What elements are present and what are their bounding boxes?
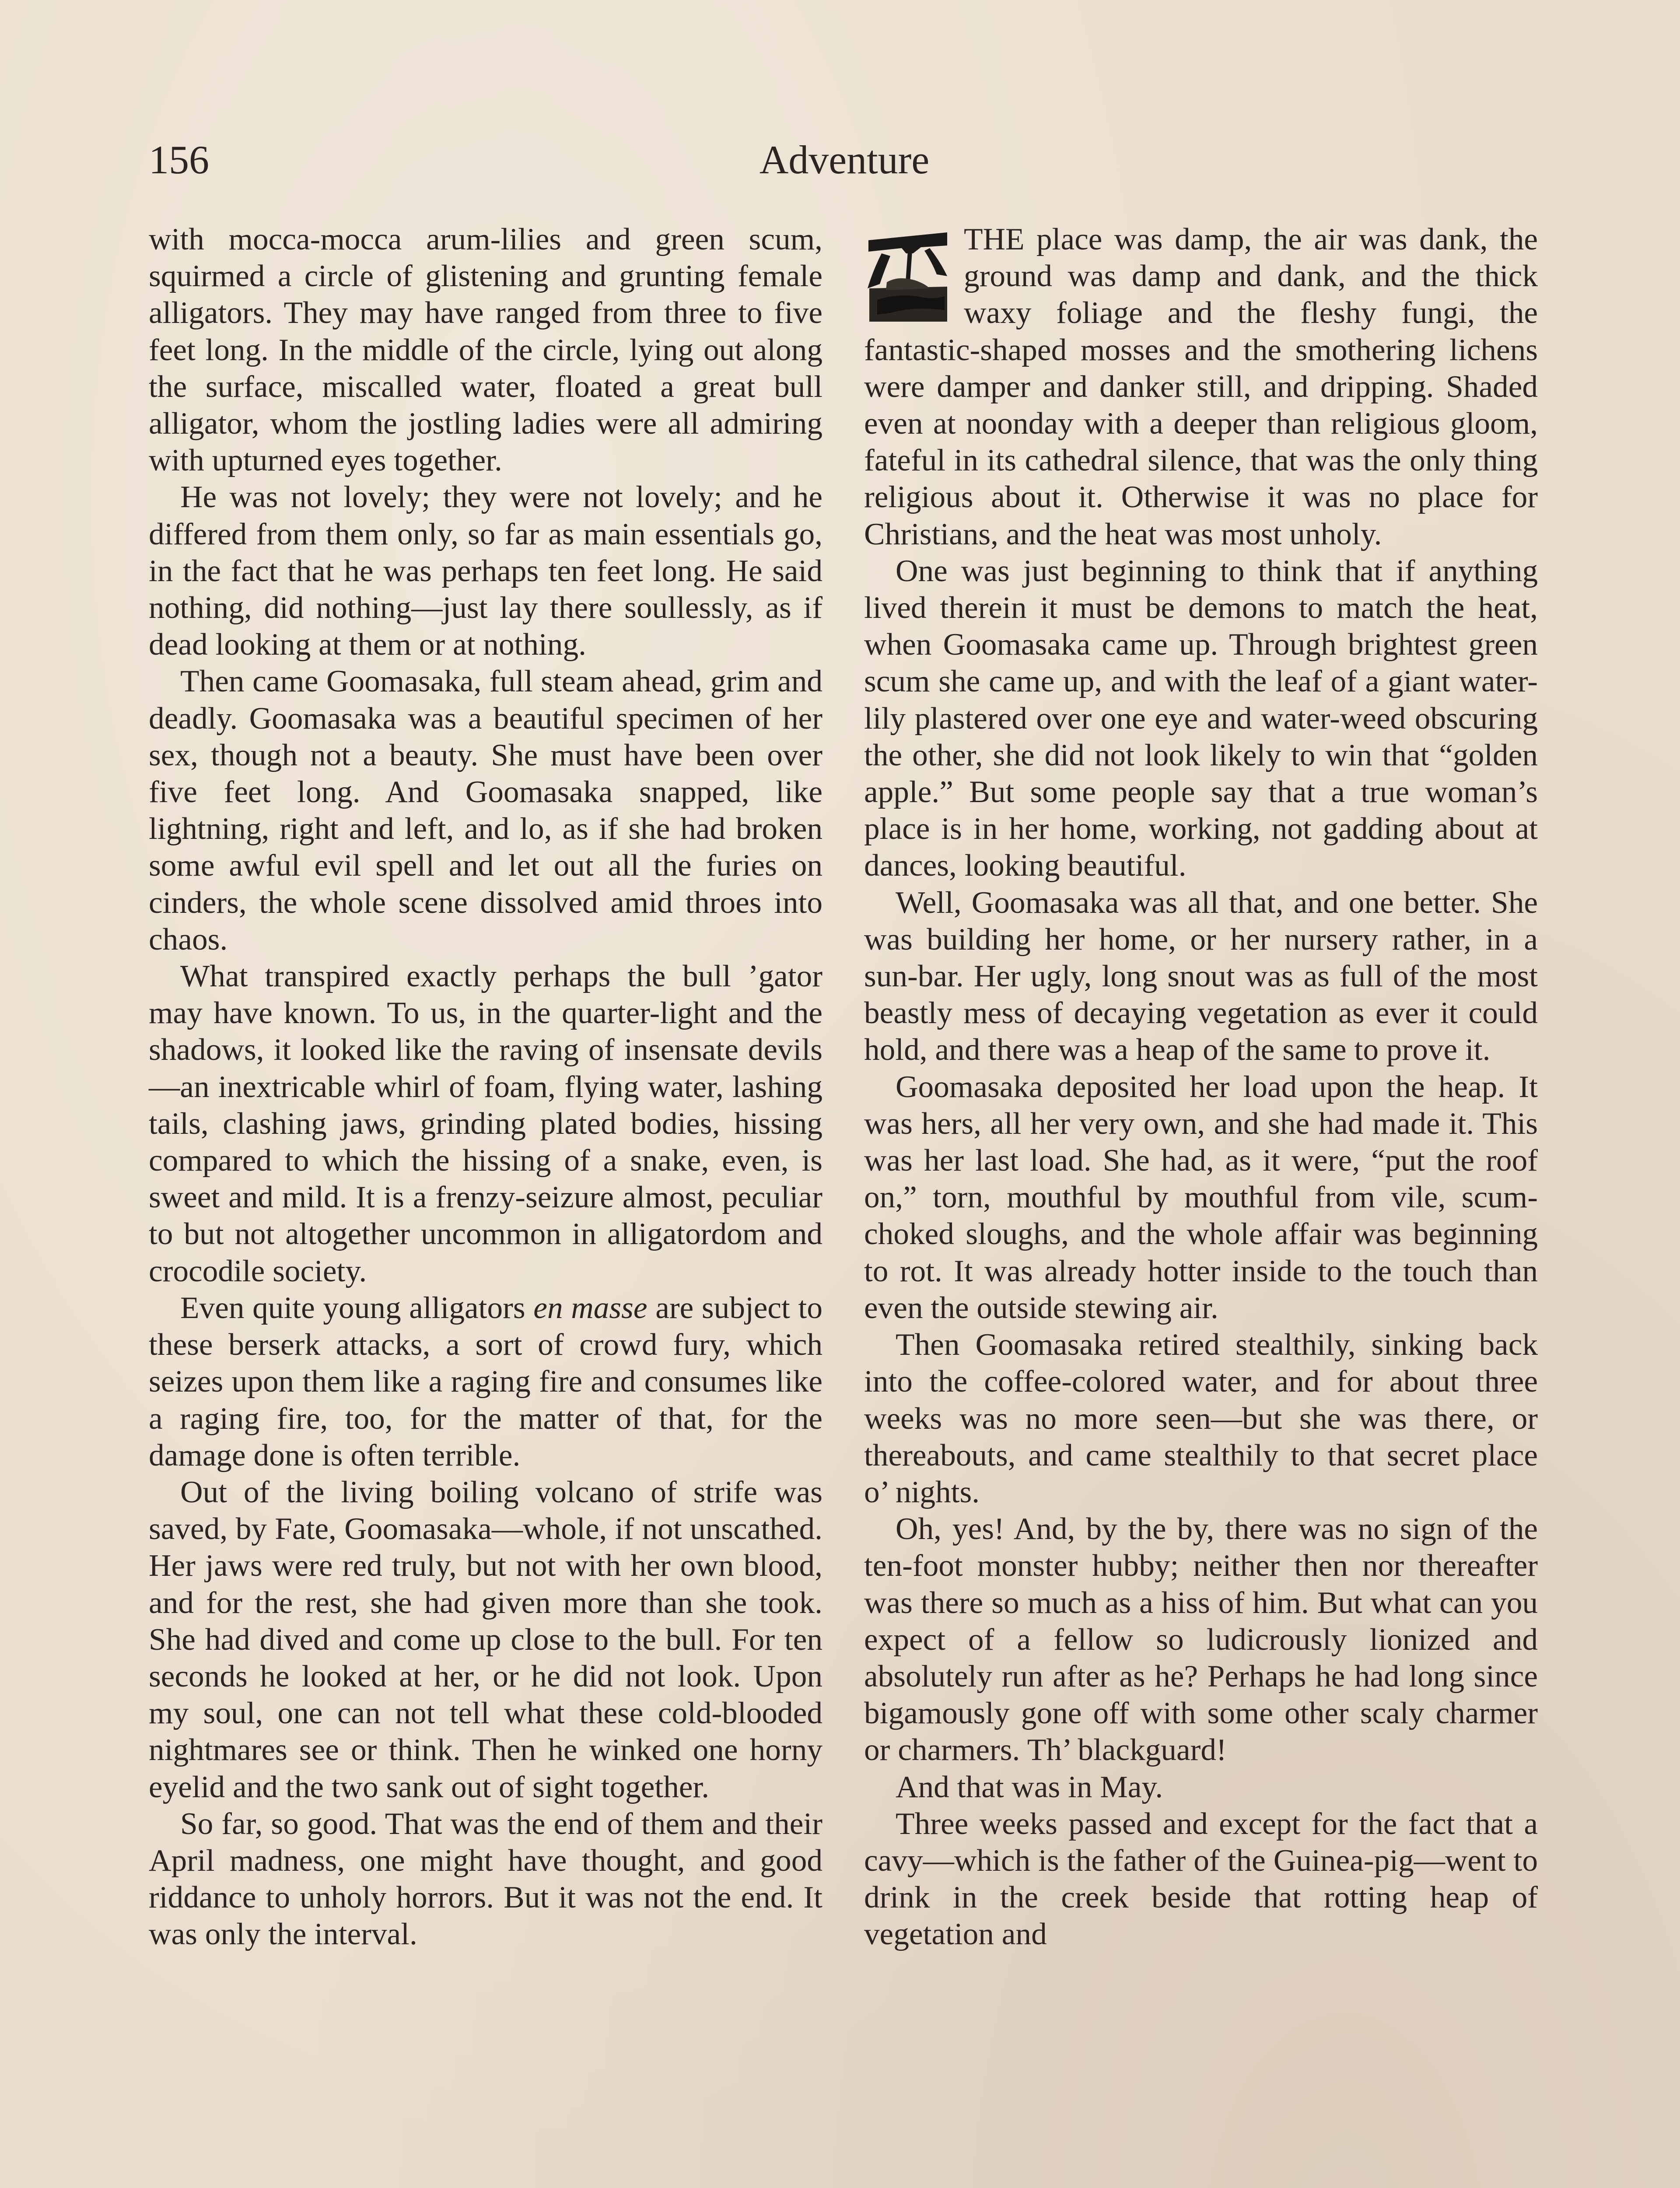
paragraph: He was not lovely; they were not lovely; and he differed from them only, so far as main essentials go, in the fact that he was perhaps ten feet long. He said nothing, did nothing—just lay there soullessly, as if dead looking at them or at nothing. (149, 480, 822, 662)
paragraph: THE place was damp, the air was dank, the ground was damp and dank, and the thick waxy foliage and the fleshy fungi, the fantastic-shaped mosses and the smothering lichens were damper and danker still, and dripping. Shaded even at noonday with a deeper than religious gloom, fateful in its cathedral silence, that was the only thing religious about it. Otherwise it was no place for Christians, and the heat was most unholy. (864, 222, 1538, 551)
paragraph: So far, so good. That was the end of them and their April madness, one might have thought, and good riddance to unholy horrors. But it was not the end. It was only the interval. (149, 1806, 822, 1952)
paragraph: Then Goomasaka retired stealthily, sinking back into the coffee-colored water, and for about three weeks was no more seen—but she was there, or thereabouts, and came stealthily to that secret place o’ nights. (864, 1327, 1538, 1509)
paragraph: Out of the living boiling volcano of strife was saved, by Fate, Goomasaka—whole, if not unscathed. Her jaws were red truly, but not with her own blood, and for the rest, she had given more than she took. She had dived and come up close to the bull. For ten seconds he looked at her, or he did not look. Upon my soul, one can not tell what these cold-blooded nightmares see or think. Then he winked one horny eyelid and the two sank out of sight together. (149, 1474, 822, 1804)
right-column (864, 221, 1538, 1953)
paragraph: Well, Goomasaka was all that, and one better. She was building her home, or her nursery rather, in a sun-bar. Her ugly, long snout was as full of the most beastly mess of decaying vegetation as ever it could hold, and there was a heap of the same to prove it. (864, 885, 1538, 1067)
paragraph (149, 1290, 822, 1474)
text-run: are subject to these berserk attacks, a sort of crowd fury, which seizes upon them like a raging fire and consumes like a raging fire, too, for the matter of that, for the damage done is often terrible. (149, 1290, 822, 1473)
paragraph: Three weeks passed and except for the fact that a cavy—which is the father of the Guinea-pig—went to drink in the creek beside that rotting heap of vegetation and (864, 1806, 1538, 1952)
paragraph: And that was in May. (896, 1769, 1163, 1804)
paragraph: What transpired exactly perhaps the bull ’gator may have known. To us, in the quarter-light and the shadows, it looked like the raving of insensate devils—an inextricable whirl of foam, flying water, lashing tails, clashing jaws, grinding plated bodies, hissing compared to which the hissing of a snake, even, is sweet and mild. It is a frenzy-seizure almost, peculiar to but not altogether uncommon in alligatordom and crocodile society. (149, 959, 822, 1288)
running-head-title: Adventure (759, 137, 930, 182)
paragraph: One was just beginning to think that if anything lived therein it must be demons to match the heat, when Goomasaka came up. Through brightest green scum she came up, and with the leaf of a giant water-lily plastered over one eye and water-weed obscuring the other, she did not look likely to win that “golden apple.” But some people say that a true woman’s place is in her home, working, not gadding about at dances, looking beautiful. (864, 553, 1538, 883)
page-number: 156 (149, 137, 209, 182)
italic-phrase: en masse (533, 1290, 648, 1325)
paragraph: Oh, yes! And, by the by, there was no sign of the ten-foot monster hubby; neither then nor thereafter was there so much as a hiss of him. But what can you expect of a fellow so ludicrously lionized and absolutely run after as he? Perhaps he had long since bigamously gone off with some other scaly charmer or charmers. Th’ blackguard! (864, 1511, 1538, 1767)
decorative-initial-illustration (864, 223, 952, 324)
text-run: Even quite young alligators (180, 1290, 534, 1325)
paragraph: Goomasaka deposited her load upon the heap. It was hers, all her very own, and she had made it. This was her last load. She had, as it were, “put the roof on,” torn, mouthful by mouthful from vile, scum-choked sloughs, and the whole affair was beginning to rot. It was already hotter inside to the touch than even the outside stewing air. (864, 1069, 1538, 1325)
paragraph: with mocca-mocca arum-lilies and green scum, squirmed a circle of glistening and grunting female alligators. They may have ranged from three to five feet long. In the middle of the circle, lying out along the surface, miscalled water, floated a great bull alligator, whom the jostling ladies were all admiring with upturned eyes together. (149, 222, 822, 478)
page-header (149, 131, 1540, 188)
paragraph: Then came Goomasaka, full steam ahead, grim and deadly. Goomasaka was a beautiful specimen of her sex, though not a beauty. She must have been over five feet long. And Goomasaka snapped, like lightning, right and left, and lo, as if she had broken some awful evil spell and let out all the furies on cinders, the whole scene dissolved amid throes into chaos. (149, 664, 822, 957)
left-column (149, 221, 822, 1953)
